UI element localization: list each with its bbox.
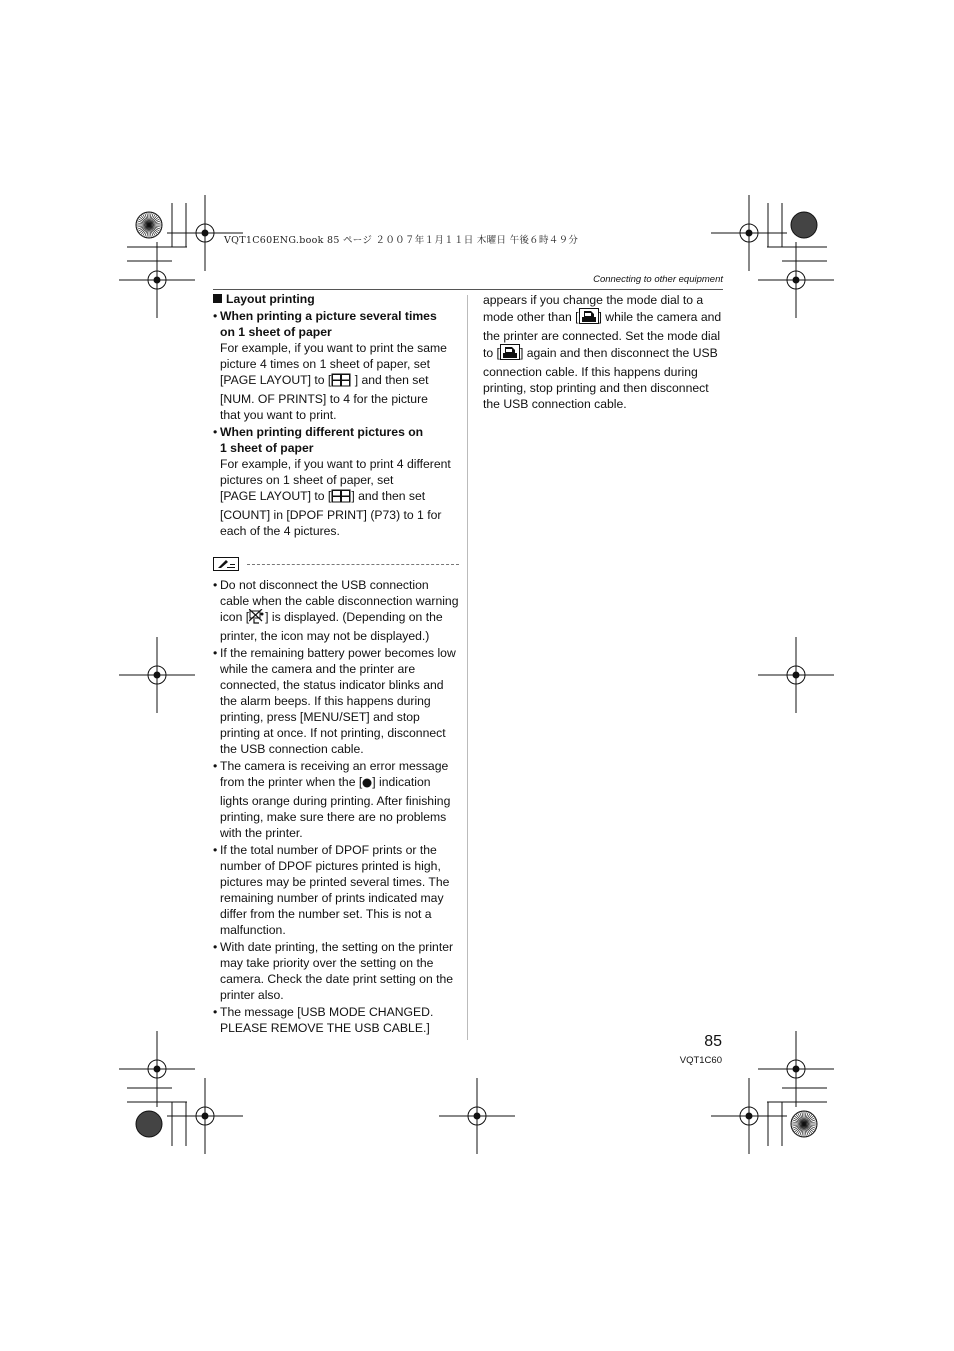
list-item: • The camera is receiving an error message from the printer when the [ ] indication lights orange during printing. After finishing printing, make sure there are no problems with the printer.	[213, 758, 459, 841]
dark-disc-mark	[136, 1111, 162, 1137]
page-layout-4-icon	[331, 373, 351, 391]
note-icon	[213, 557, 239, 571]
header-file-line: VQT1C60ENG.book 85 ページ ２００７年１月１１日 木曜日 午後６時４９分	[224, 235, 579, 246]
list-item: • If the total number of DPOF prints or the number of DPOF pictures printed is high, pictures may be printed several times. The remaining number of prints indicated may differ from the number set. This is not a malfunction.	[213, 842, 459, 938]
square-bullet-icon	[213, 294, 222, 303]
subsection-different-pictures-title: • When printing different pictures on 1 sheet of paper	[213, 424, 459, 456]
note-header	[213, 557, 459, 573]
registration-mark-dot	[202, 230, 208, 236]
registration-mark-dot	[474, 1113, 480, 1119]
left-column	[213, 291, 459, 1037]
subsection-same-picture-body: For example, if you want to print the same picture 4 times on 1 sheet of paper, set [PAGE LAYOUT] to [ ] and then set [NUM. OF PRINTS] to 4 for the picture that you want to print.	[220, 341, 447, 422]
note-divider	[247, 564, 459, 565]
notes-list	[213, 577, 459, 1036]
section-label: Connecting to other equipment	[593, 274, 723, 285]
page-number: 85	[704, 1033, 722, 1050]
registration-mark-dot	[746, 230, 752, 236]
layout-printing-heading: Layout printing	[213, 291, 459, 307]
registration-mark-dot	[793, 277, 799, 283]
usb-mode-paragraph: appears if you change the mode dial to a mode other than [ ] while the camera and the printer are connected. Set the mode dial to [ ] again and then disconnect the USB connection cable. If this happens during printing, stop printing and then disconnect the USB connection cable.	[483, 293, 722, 411]
print-mode-icon	[500, 344, 520, 364]
dark-disc-mark	[791, 212, 817, 238]
registration-mark-dot	[154, 672, 160, 678]
registration-mark-dot	[793, 672, 799, 678]
print-mode-icon	[579, 308, 599, 328]
list-item: • If the remaining battery power becomes low while the camera and the printer are connected, the status indicator blinks and the alarm beeps. If this happens during printing, press [MENU/SET] and stop printing at once. If not printing, disconnect the USB connection cable.	[213, 645, 459, 757]
registration-mark-dot	[202, 1113, 208, 1119]
registration-mark-dot	[746, 1113, 752, 1119]
list-item: • Do not disconnect the USB connection cable when the cable disconnection warning icon [ ] is displayed. (Depending on the printer, the icon may not be displayed.)	[213, 577, 459, 644]
list-item: • With date printing, the setting on the printer may take priority over the setting on the camera. Check the date print setting on the printer also.	[213, 939, 459, 1003]
error-dot-icon	[362, 777, 372, 793]
document-code: VQT1C60	[679, 1055, 722, 1066]
registration-mark-dot	[154, 277, 160, 283]
column-divider	[467, 295, 468, 1040]
subsection-different-pictures-body: For example, if you want to print 4 different pictures on 1 sheet of paper, set [PAGE LAYOUT] to [ ] and then set [COUNT] in [DPOF PRINT] (P73) to 1 for each of the 4 pictures.	[220, 457, 451, 538]
page-layout-4-icon	[331, 489, 351, 507]
registration-mark-dot	[154, 1066, 160, 1072]
registration-mark-dot	[793, 1066, 799, 1072]
right-column	[483, 292, 723, 412]
subsection-same-picture-title: • When printing a picture several times on 1 sheet of paper	[213, 308, 459, 340]
header-rule	[213, 289, 723, 290]
usb-disconnect-warning-icon	[249, 609, 265, 628]
list-item: • The message [USB MODE CHANGED. PLEASE REMOVE THE USB CABLE.]	[213, 1004, 459, 1036]
